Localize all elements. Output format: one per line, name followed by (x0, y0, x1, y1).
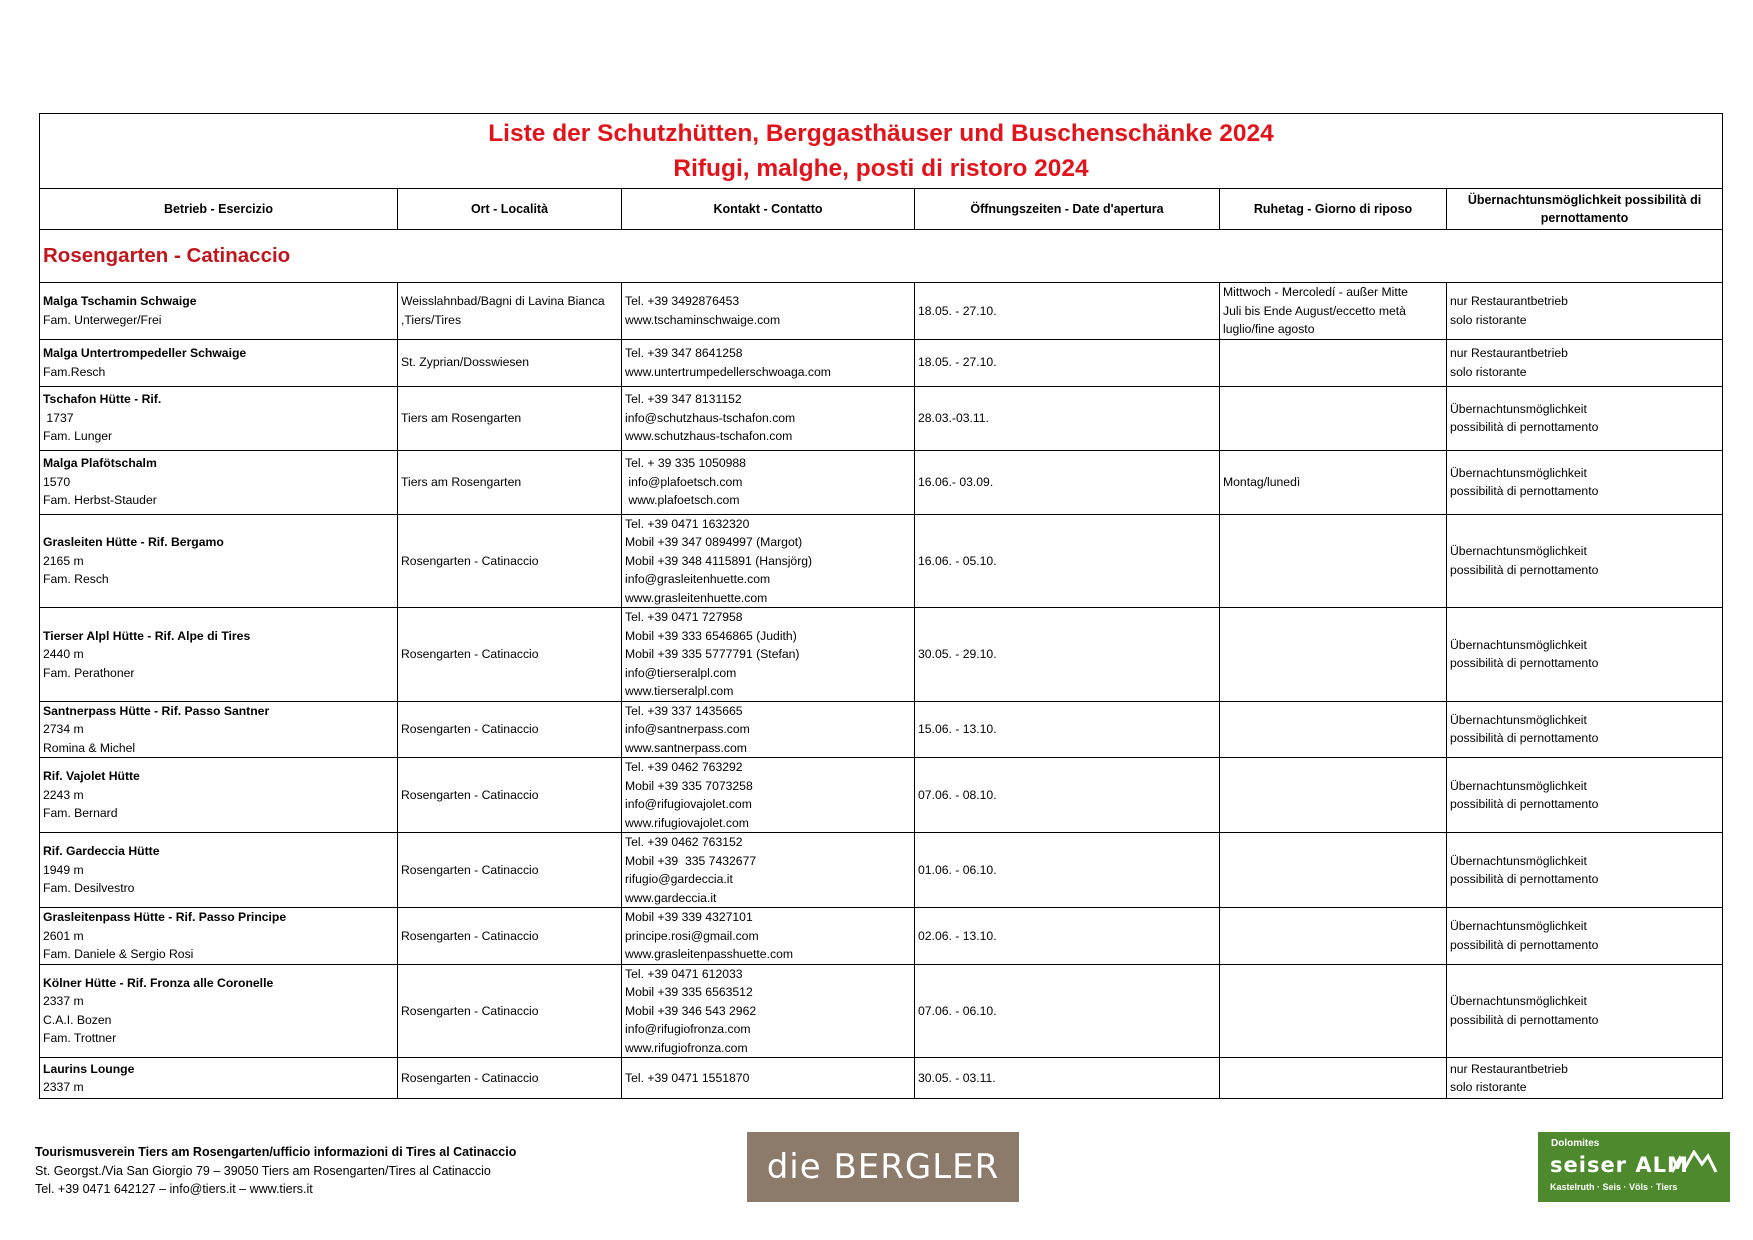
cell-ort (398, 514, 622, 608)
location-line: Rosengarten - Catinaccio (401, 647, 539, 661)
cell-betrieb (40, 386, 398, 450)
stay-line: Übernachtunsmöglichkeit (1450, 544, 1587, 559)
contact-line: www.gardeccia.it (625, 890, 717, 905)
col-header-oeffnung: Öffnungszeiten - Date d'apertura (915, 189, 1220, 230)
table-row (40, 514, 1723, 608)
cell-betrieb (40, 701, 398, 758)
cell-ort (398, 450, 622, 514)
col-header-kontakt: Kontakt - Contatto (622, 189, 915, 230)
hut-name: Malga Tschamin Schwaige (43, 294, 197, 309)
opening-dates: 18.05. - 27.10. (918, 303, 997, 318)
cell-ort (398, 386, 622, 450)
contact-line: Mobil +39 335 7432677 (625, 853, 757, 868)
hut-info-line: Fam. Daniele & Sergio Rosi (43, 947, 194, 961)
contact-line: rifugio@gardeccia.it (625, 872, 733, 886)
cell-ruhetag (1220, 386, 1447, 450)
hut-name: Grasleitenpass Hütte - Rif. Passo Principe (43, 910, 287, 924)
cell-ruhetag (1220, 964, 1447, 1058)
table-row (40, 283, 1723, 340)
cell-oeffnung (915, 608, 1220, 702)
col-header-betrieb: Betrieb - Esercizio (40, 189, 398, 230)
contact-line: www.santnerpass.com (625, 740, 747, 755)
cell-uebernachtung (1447, 608, 1723, 702)
opening-dates: 30.05. - 29.10. (918, 647, 997, 661)
cell-ruhetag (1220, 833, 1447, 908)
cell-uebernachtung (1447, 908, 1723, 965)
stay-line: possibilità di pernottamento (1450, 731, 1599, 746)
cell-ort (398, 283, 622, 340)
contact-line: www.grasleitenhuette.com (625, 590, 768, 605)
hut-name: Grasleiten Hütte - Rif. Bergamo (43, 535, 224, 549)
cell-kontakt (622, 608, 915, 702)
table-row (40, 758, 1723, 833)
seiser-logo-sub: Kastelruth · Seis · Völs · Tiers (1550, 1182, 1678, 1192)
cell-oeffnung (915, 450, 1220, 514)
table-row (40, 608, 1723, 702)
stay-line: Übernachtunsmöglichkeit (1450, 919, 1587, 934)
table-row (40, 386, 1723, 450)
cell-uebernachtung (1447, 386, 1723, 450)
location-line: Weisslahnbad/Bagni di Lavina Bianca (401, 294, 605, 309)
title-line-1: Liste der Schutzhütten, Berggasthäuser und Buschenschänke 2024 (488, 120, 1274, 147)
cell-ruhetag (1220, 283, 1447, 340)
cell-ruhetag (1220, 758, 1447, 833)
contact-line: Mobil +39 347 0894997 (Margot) (625, 535, 803, 549)
hut-info-line: Fam. Resch (43, 572, 109, 586)
cell-ort (398, 908, 622, 965)
hut-name: Rif. Gardeccia Hütte (43, 844, 160, 859)
contact-line: Mobil +39 339 4327101 (625, 910, 753, 924)
title-line-2: Rifugi, malghe, posti di ristoro 2024 (673, 155, 1089, 182)
contact-line: principe.rosi@gmail.com (625, 928, 759, 943)
hut-name: Tschafon Hütte - Rif. (43, 392, 162, 407)
cell-uebernachtung (1447, 701, 1723, 758)
hut-info-line: 2440 m (43, 647, 84, 661)
stay-line: Übernachtunsmöglichkeit (1450, 637, 1587, 652)
location-line: Rosengarten - Catinaccio (401, 862, 539, 877)
location-line: Rosengarten - Catinaccio (401, 1003, 539, 1018)
stay-line: Übernachtunsmöglichkeit (1450, 712, 1587, 727)
cell-uebernachtung (1447, 339, 1723, 386)
cell-ort (398, 758, 622, 833)
bergler-logo (747, 1132, 1019, 1202)
cell-kontakt (622, 964, 915, 1058)
contact-line: Tel. +39 0471 612033 (625, 966, 743, 981)
cell-uebernachtung (1447, 833, 1723, 908)
contact-line: Mobil +39 335 6563512 (625, 985, 753, 999)
footer-org: Tourismusverein Tiers am Rosengarten/ufficio informazioni di Tires al Catinaccio (35, 1145, 517, 1159)
table-row (40, 450, 1723, 514)
contact-line: Tel. +39 0471 1551870 (625, 1070, 750, 1085)
table-row (40, 964, 1723, 1058)
hut-name: Tierser Alpl Hütte - Rif. Alpe di Tires (43, 628, 251, 643)
cell-oeffnung (915, 386, 1220, 450)
stay-line: possibilità di pernottamento (1450, 872, 1599, 886)
cell-betrieb (40, 450, 398, 514)
stay-line: nur Restaurantbetrieb (1450, 1061, 1568, 1076)
cell-betrieb (40, 758, 398, 833)
title-row (40, 114, 1723, 189)
contact-line: www.plafoetsch.com (625, 493, 740, 508)
cell-uebernachtung (1447, 1058, 1723, 1099)
contact-line: www.schutzhaus-tschafon.com (625, 429, 793, 444)
hut-info-line: C.A.I. Bozen (43, 1012, 112, 1027)
cell-ort (398, 1058, 622, 1099)
stay-line: Übernachtunsmöglichkeit (1450, 401, 1587, 416)
footer-contact: Tel. +39 0471 642127 – info@tiers.it – www.tiers.it (35, 1182, 313, 1196)
cell-betrieb (40, 608, 398, 702)
hut-info-line: Fam. Unterweger/Frei (43, 312, 162, 327)
contact-line: Tel. +39 0471 1632320 (625, 516, 750, 531)
contact-line: Tel. +39 347 8131152 (625, 392, 742, 407)
opening-dates: 16.06. - 05.10. (918, 553, 997, 568)
contact-line: Mobil +39 333 6546865 (Judith) (625, 628, 797, 643)
opening-dates: 16.06.- 03.09. (918, 474, 994, 489)
stay-line: possibilità di pernottamento (1450, 420, 1599, 434)
cell-oeffnung (915, 908, 1220, 965)
hut-name: Laurins Lounge (43, 1061, 135, 1076)
contact-line: www.rifugiofronza.com (625, 1040, 748, 1055)
opening-dates: 02.06. - 13.10. (918, 928, 997, 943)
cell-betrieb (40, 514, 398, 608)
contact-line: info@plafoetsch.com (625, 474, 743, 489)
contact-line: Mobil +39 346 543 2962 (625, 1003, 757, 1018)
footer-address: St. Georgst./Via San Giorgio 79 – 39050 Tiers am Rosengarten/Tires al Catinaccio (35, 1163, 491, 1178)
cell-uebernachtung (1447, 450, 1723, 514)
contact-line: Tel. +39 0462 763152 (625, 835, 743, 849)
col-header-ruhetag: Ruhetag - Giorno di riposo (1220, 189, 1447, 230)
stay-line: possibilità di pernottamento (1450, 1012, 1599, 1027)
cell-betrieb (40, 833, 398, 908)
stay-line: possibilità di pernottamento (1450, 656, 1599, 671)
stay-line: possibilità di pernottamento (1450, 937, 1599, 952)
hut-info-line: 1949 m (43, 862, 84, 877)
cell-ruhetag (1220, 701, 1447, 758)
hut-info-line: 1570 (43, 474, 71, 489)
contact-line: www.tschaminschwaige.com (625, 312, 781, 327)
opening-dates: 07.06. - 08.10. (918, 787, 997, 802)
hut-info-line: Fam. Trottner (43, 1031, 117, 1046)
opening-dates: 15.06. - 13.10. (918, 722, 997, 736)
hut-name: Malga Untertrompedeller Schwaige (43, 346, 247, 360)
table-row (40, 833, 1723, 908)
table-row (40, 1058, 1723, 1099)
stay-line: nur Restaurantbetrieb (1450, 346, 1568, 360)
hut-info-line: Fam. Desilvestro (43, 881, 135, 896)
location-line: Rosengarten - Catinaccio (401, 722, 539, 736)
cell-ruhetag (1220, 1058, 1447, 1099)
cell-oeffnung (915, 758, 1220, 833)
cell-kontakt (622, 908, 915, 965)
hut-info-line: 2734 m (43, 722, 84, 736)
stay-line: Übernachtunsmöglichkeit (1450, 853, 1587, 868)
opening-dates: 30.05. - 03.11. (918, 1070, 996, 1085)
cell-oeffnung (915, 1058, 1220, 1099)
opening-dates: 01.06. - 06.10. (918, 862, 997, 877)
contact-line: info@grasleitenhuette.com (625, 572, 771, 586)
contact-line: Mobil +39 348 4115891 (Hansjörg) (625, 553, 813, 568)
hut-info-line: Fam. Perathoner (43, 665, 135, 680)
contact-line: info@rifugiovajolet.com (625, 797, 752, 811)
seiser-logo-main: seiser ALM (1550, 1153, 1689, 1177)
stay-line: nur Restaurantbetrieb (1450, 294, 1568, 309)
cell-oeffnung (915, 514, 1220, 608)
hut-info-line: 2165 m (43, 553, 84, 568)
location-line: Rosengarten - Catinaccio (401, 787, 539, 802)
header-row (40, 189, 1723, 230)
contact-line: www.rifugiovajolet.com (625, 815, 749, 830)
cell-kontakt (622, 701, 915, 758)
contact-line: info@tierseralpl.com (625, 665, 737, 680)
cell-ort (398, 833, 622, 908)
contact-line: info@rifugiofronza.com (625, 1022, 751, 1036)
contact-line: Mobil +39 335 7073258 (625, 778, 753, 793)
cell-kontakt (622, 1058, 915, 1099)
contact-line: Tel. + 39 335 1050988 (625, 456, 746, 471)
location-line: ,Tiers/Tires (401, 312, 462, 327)
rest-day-line: Juli bis Ende August/eccetto metà (1223, 303, 1406, 318)
cell-betrieb (40, 908, 398, 965)
cell-ruhetag (1220, 339, 1447, 386)
hut-info-line: Fam. Bernard (43, 806, 118, 821)
hut-info-line: Fam. Herbst-Stauder (43, 493, 157, 508)
opening-dates: 28.03.-03.11. (918, 410, 989, 425)
stay-line: solo ristorante (1450, 364, 1527, 379)
cell-uebernachtung (1447, 964, 1723, 1058)
cell-kontakt (622, 283, 915, 340)
seiser-logo-top: Dolomites (1551, 1138, 1600, 1149)
contact-line: info@schutzhaus-tschafon.com (625, 410, 796, 425)
stay-line: Übernachtunsmöglichkeit (1450, 778, 1587, 793)
cell-ruhetag (1220, 608, 1447, 702)
stay-line: solo ristorante (1450, 312, 1527, 327)
cell-ort (398, 608, 622, 702)
cell-betrieb (40, 964, 398, 1058)
hut-info-line: Fam.Resch (43, 364, 106, 379)
hut-table (39, 113, 1723, 1099)
location-line: Tiers am Rosengarten (401, 410, 522, 425)
cell-ruhetag (1220, 514, 1447, 608)
contact-line: Tel. +39 337 1435665 (625, 703, 743, 718)
hut-info-line: 2601 m (43, 928, 84, 943)
contact-line: Tel. +39 0462 763292 (625, 760, 743, 774)
table-row (40, 339, 1723, 386)
cell-oeffnung (915, 964, 1220, 1058)
cell-kontakt (622, 833, 915, 908)
opening-dates: 07.06. - 06.10. (918, 1003, 997, 1018)
cell-betrieb (40, 1058, 398, 1099)
hut-info-line: Romina & Michel (43, 740, 136, 755)
section-row (40, 230, 1723, 283)
cell-betrieb (40, 283, 398, 340)
cell-ort (398, 964, 622, 1058)
stay-line: Übernachtunsmöglichkeit (1450, 465, 1587, 480)
hut-name: Kölner Hütte - Rif. Fronza alle Coronelle (43, 975, 274, 990)
location-line: Tiers am Rosengarten (401, 474, 522, 489)
cell-ruhetag (1220, 908, 1447, 965)
cell-uebernachtung (1447, 758, 1723, 833)
stay-line: solo ristorante (1450, 1080, 1527, 1094)
cell-uebernachtung (1447, 514, 1723, 608)
cell-uebernachtung (1447, 283, 1723, 340)
location-line: Rosengarten - Catinaccio (401, 928, 539, 943)
contact-line: Tel. +39 0471 727958 (625, 610, 743, 624)
stay-line: Übernachtunsmöglichkeit (1450, 994, 1587, 1009)
stay-line: possibilità di pernottamento (1450, 562, 1599, 577)
cell-kontakt (622, 386, 915, 450)
hut-info-line: Fam. Lunger (43, 429, 113, 444)
hut-name: Rif. Vajolet Hütte (43, 769, 140, 784)
contact-line: Mobil +39 335 5777791 (Stefan) (625, 647, 800, 661)
contact-line: www.untertrumpedellerschwoaga.com (625, 364, 831, 379)
location-line: Rosengarten - Catinaccio (401, 553, 539, 568)
contact-line: www.tierseralpl.com (625, 684, 734, 698)
hut-info-line: 1737 (43, 410, 74, 425)
location-line: St. Zyprian/Dosswiesen (401, 355, 530, 370)
col-header-ort: Ort - Località (398, 189, 622, 230)
mountain-icon (1670, 1150, 1718, 1176)
footer (35, 1143, 516, 1199)
contact-line: www.grasleitenpasshuette.com (625, 947, 793, 961)
cell-oeffnung (915, 339, 1220, 386)
cell-kontakt (622, 514, 915, 608)
cell-kontakt (622, 758, 915, 833)
stay-line: possibilità di pernottamento (1450, 484, 1599, 498)
cell-oeffnung (915, 701, 1220, 758)
cell-betrieb (40, 339, 398, 386)
contact-line: Tel. +39 3492876453 (625, 294, 740, 309)
hut-info-line: 2337 m (43, 1080, 84, 1094)
cell-ort (398, 339, 622, 386)
cell-oeffnung (915, 833, 1220, 908)
seiser-alm-logo (1538, 1132, 1730, 1202)
cell-ort (398, 701, 622, 758)
table-row (40, 908, 1723, 965)
hut-name: Malga Plafötschalm (43, 456, 157, 471)
hut-info-line: 2243 m (43, 787, 84, 802)
rest-day-line: Montag/lunedì (1223, 474, 1301, 489)
cell-oeffnung (915, 283, 1220, 340)
bergler-logo-text: die BERGLER (766, 1147, 1000, 1187)
opening-dates: 18.05. - 27.10. (918, 355, 997, 370)
table-row (40, 701, 1723, 758)
rest-day-line: Mittwoch - Mercoledí - außer Mitte (1223, 285, 1408, 299)
stay-line: possibilità di pernottamento (1450, 797, 1599, 811)
hut-name: Santnerpass Hütte - Rif. Passo Santner (43, 703, 270, 718)
contact-line: info@santnerpass.com (625, 722, 750, 736)
document-sheet (39, 113, 1722, 1099)
cell-kontakt (622, 339, 915, 386)
location-line: Rosengarten - Catinaccio (401, 1070, 539, 1085)
cell-kontakt (622, 450, 915, 514)
col-header-uebernachtung: Übernachtunsmöglichkeit possibilità di pernottamento (1447, 189, 1723, 230)
rest-day-line: luglio/fine agosto (1223, 322, 1315, 336)
contact-line: Tel. +39 347 8641258 (625, 346, 743, 360)
hut-info-line: 2337 m (43, 994, 84, 1009)
page-title (40, 114, 1723, 189)
section-title: Rosengarten - Catinaccio (40, 230, 1723, 283)
cell-ruhetag (1220, 450, 1447, 514)
